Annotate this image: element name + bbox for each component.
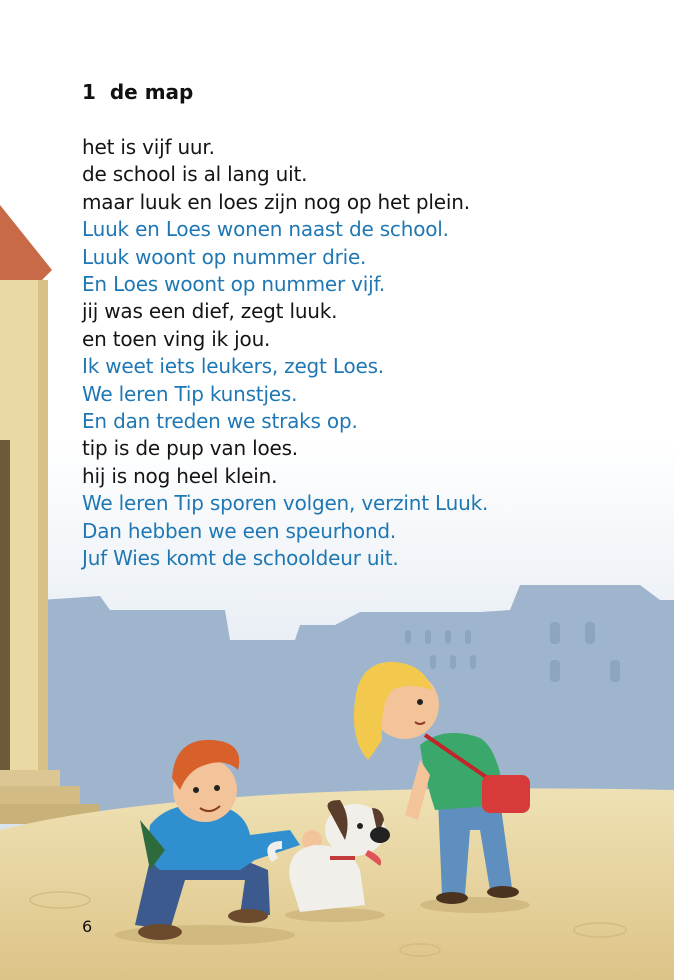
page-number: 6 <box>82 917 93 936</box>
story-line: En dan treden we straks op. <box>82 409 358 434</box>
story-text <box>82 134 488 573</box>
story-line: maar luuk en loes zijn nog op het plein. <box>82 189 470 214</box>
story-line: We leren Tip kunstjes. <box>82 381 298 406</box>
story-line: Dan hebben we een speurhond. <box>82 518 397 543</box>
story-line: en toen ving ik jou. <box>82 326 271 351</box>
story-line: tip is de pup van loes. <box>82 436 298 461</box>
chapter-number: 1 <box>82 80 96 104</box>
story-line: jij was een dief, zegt luuk. <box>82 299 338 324</box>
story-line: de school is al lang uit. <box>82 162 308 187</box>
story-line: het is vijf uur. <box>82 135 215 159</box>
chapter-title <box>82 80 193 104</box>
story-line: En Loes woont op nummer vijf. <box>82 272 386 297</box>
story-line: hij is nog heel klein. <box>82 463 278 488</box>
story-line: Luuk en Loes wonen naast de school. <box>82 217 449 242</box>
story-line: Ik weet iets leukers, zegt Loes. <box>82 354 384 379</box>
story-line: We leren Tip sporen volgen, verzint Luuk. <box>82 491 489 516</box>
story-line: Luuk woont op nummer drie. <box>82 244 367 269</box>
chapter-title-text: de map <box>109 80 194 104</box>
story-line: Juf Wies komt de schooldeur uit. <box>82 546 399 571</box>
